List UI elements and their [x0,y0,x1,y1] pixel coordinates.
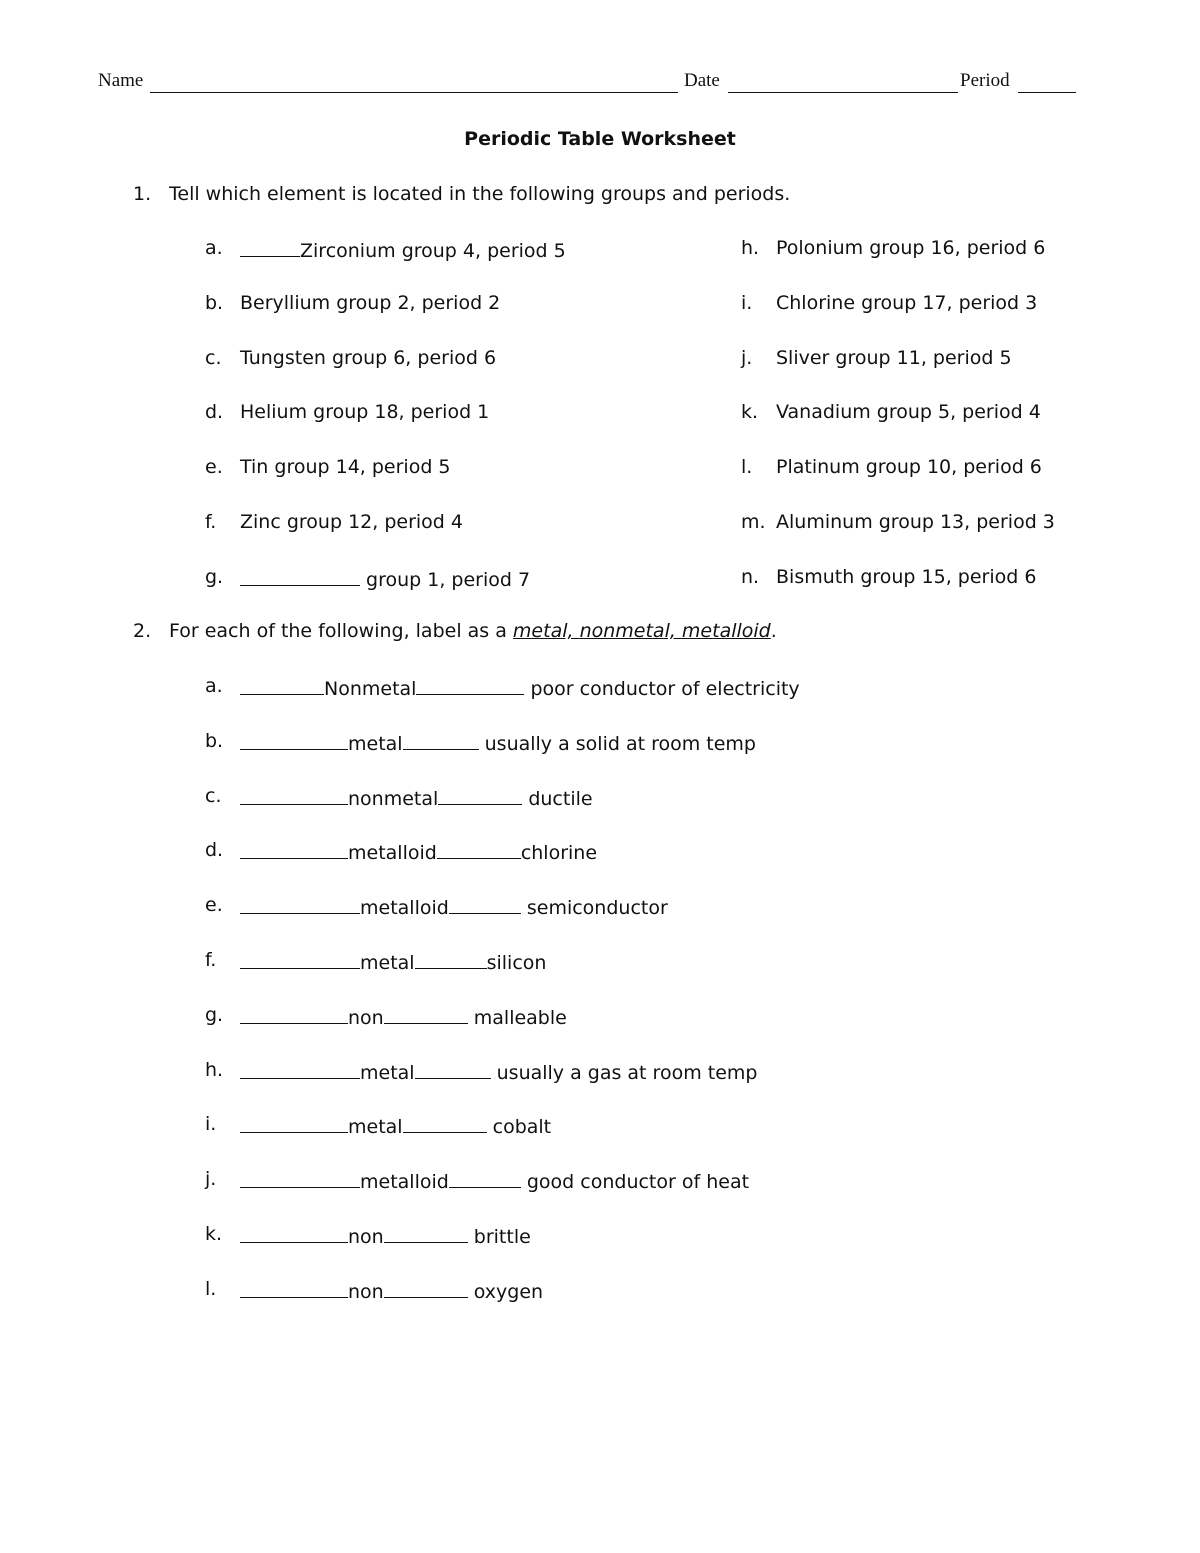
answer-blank-after[interactable] [449,1168,521,1188]
item-answer: Tungsten [240,347,326,369]
item-letter: j. [205,1168,217,1190]
item-answer: metalloid [348,842,437,864]
answer-blank-before[interactable] [240,730,348,750]
item-letter: d. [205,839,224,861]
item-answer-line[interactable] [240,675,800,700]
item-letter: m. [741,511,766,533]
item-prompt: semiconductor [526,897,668,919]
item-letter: c. [205,347,222,369]
item-answer-line[interactable] [776,456,1042,478]
item-answer-line[interactable] [240,1113,551,1138]
item-answer-line[interactable] [240,1278,543,1303]
item-prompt: group 14, period 5 [274,456,451,478]
answer-blank-after[interactable] [403,730,479,750]
item-prompt: group 5, period 4 [876,401,1041,423]
item-answer: non [348,1281,384,1303]
item-letter: d. [205,401,224,423]
item-answer-line[interactable] [240,949,546,974]
answer-blank[interactable] [240,237,300,257]
item-answer: Platinum [776,456,860,478]
item-answer-line[interactable] [776,401,1041,423]
item-letter: a. [205,675,223,697]
item-prompt: cobalt [492,1116,552,1138]
item-answer-line[interactable] [240,785,593,810]
answer-blank-after[interactable] [416,675,524,695]
item-answer-line[interactable] [240,1168,749,1193]
item-answer: metal [348,1116,403,1138]
answer-blank[interactable] [240,566,360,586]
item-letter: i. [205,1113,217,1135]
item-answer-line[interactable] [240,292,500,314]
item-answer: Bismuth [776,566,855,588]
item-answer-line[interactable] [776,292,1037,314]
item-answer: Beryllium [240,292,331,314]
item-answer: Vanadium [776,401,871,423]
item-letter: c. [205,785,222,807]
item-answer: Zinc [240,511,281,533]
item-answer-line[interactable] [240,511,463,533]
item-prompt: chlorine [520,842,598,864]
item-letter: a. [205,237,223,259]
item-answer: metal [360,952,415,974]
item-letter: f. [205,511,217,533]
item-answer: Nonmetal [324,678,417,700]
name-field-line[interactable] [150,92,678,93]
item-answer-line[interactable] [240,1059,757,1084]
item-prompt: group 11, period 5 [835,347,1012,369]
item-answer: Helium [240,401,308,423]
item-letter: l. [741,456,753,478]
answer-blank-before[interactable] [240,1168,360,1188]
answer-blank-before[interactable] [240,785,348,805]
item-answer-line[interactable] [240,566,530,591]
answer-blank-before[interactable] [240,949,360,969]
answer-blank-after[interactable] [384,1223,468,1243]
item-answer: Sliver [776,347,830,369]
answer-blank-before[interactable] [240,1059,360,1079]
answer-blank-after[interactable] [449,894,521,914]
answer-blank-before[interactable] [240,1113,348,1133]
answer-blank-before[interactable] [240,1278,348,1298]
question-1-text: Tell which element is located in the following groups and periods. [169,183,791,205]
answer-blank-before[interactable] [240,894,360,914]
item-answer-line[interactable] [240,456,451,478]
period-label: Period [960,70,1010,91]
item-letter: f. [205,949,217,971]
item-letter: k. [205,1223,223,1245]
item-answer: Tin [240,456,269,478]
answer-blank-after[interactable] [384,1278,468,1298]
item-answer-line[interactable] [776,237,1045,259]
item-answer: nonmetal [348,788,439,810]
item-letter: l. [205,1278,217,1300]
item-answer-line[interactable] [776,511,1055,533]
item-answer-line[interactable] [240,1223,531,1248]
item-answer: Zirconium [300,240,396,262]
item-answer: non [348,1226,384,1248]
name-label: Name [98,70,144,91]
answer-blank-after[interactable] [415,1059,491,1079]
item-letter: h. [741,237,760,259]
question-2-text-before: For each of the following, label as a [169,620,507,642]
item-answer-line[interactable] [240,1004,567,1029]
date-label: Date [684,70,720,91]
item-letter: e. [205,456,223,478]
question-2-number: 2. [133,620,152,642]
item-prompt: group 17, period 3 [861,292,1038,314]
item-answer-line[interactable] [776,566,1036,588]
answer-blank-before[interactable] [240,675,324,695]
item-answer: metal [348,733,403,755]
item-prompt: group 13, period 3 [878,511,1055,533]
item-answer: Chlorine [776,292,856,314]
item-letter: g. [205,1004,224,1026]
answer-blank-after[interactable] [384,1004,468,1024]
answer-blank-after[interactable] [403,1113,487,1133]
item-prompt: group 1, period 7 [366,569,531,591]
item-prompt: group 12, period 4 [286,511,463,533]
item-prompt: group 15, period 6 [860,566,1037,588]
answer-blank-after[interactable] [415,949,487,969]
item-answer: Polonium [776,237,864,259]
item-letter: b. [205,730,224,752]
item-answer: metal [360,1062,415,1084]
item-answer: metalloid [360,897,449,919]
item-letter: b. [205,292,224,314]
item-answer: Aluminum [776,511,873,533]
item-prompt: group 18, period 1 [313,401,490,423]
page-title: Periodic Table Worksheet [464,128,736,150]
answer-blank-before[interactable] [240,839,348,859]
answer-blank-after[interactable] [437,839,521,859]
answer-blank-after[interactable] [438,785,522,805]
question-2-options: metal, nonmetal, metalloid [512,620,771,642]
item-answer-line[interactable] [240,237,566,262]
item-prompt: malleable [473,1007,567,1029]
item-answer: metalloid [360,1171,449,1193]
item-letter: i. [741,292,753,314]
item-prompt: oxygen [473,1281,544,1303]
item-prompt: ductile [528,788,593,810]
item-prompt: group 16, period 6 [869,237,1046,259]
question-2-text [169,620,777,642]
answer-blank-before[interactable] [240,1004,348,1024]
item-prompt: usually a gas at room temp [496,1062,758,1084]
item-letter: n. [741,566,760,588]
item-prompt: group 10, period 6 [865,456,1042,478]
question-2-text-after: . [770,620,777,642]
item-answer-line[interactable] [240,839,597,864]
item-letter: k. [741,401,759,423]
item-prompt: silicon [486,952,547,974]
period-field-line[interactable] [1018,92,1076,93]
header-line [98,70,1078,98]
item-prompt: group 2, period 2 [336,292,501,314]
item-letter: j. [741,347,753,369]
item-prompt: group 6, period 6 [332,347,497,369]
item-prompt: good conductor of heat [526,1171,750,1193]
item-answer-line[interactable] [240,401,489,423]
date-field-line[interactable] [728,92,958,93]
item-letter: e. [205,894,223,916]
answer-blank-before[interactable] [240,1223,348,1243]
item-answer-line[interactable] [776,347,1012,369]
item-answer-line[interactable] [240,730,756,755]
item-prompt: group 4, period 5 [401,240,566,262]
question-1-number: 1. [133,183,152,205]
item-prompt: brittle [473,1226,531,1248]
item-answer-line[interactable] [240,894,668,919]
item-answer: non [348,1007,384,1029]
item-prompt: usually a solid at room temp [484,733,756,755]
item-answer-line[interactable] [240,347,496,369]
item-letter: h. [205,1059,224,1081]
item-letter: g. [205,566,224,588]
item-prompt: poor conductor of electricity [530,678,800,700]
